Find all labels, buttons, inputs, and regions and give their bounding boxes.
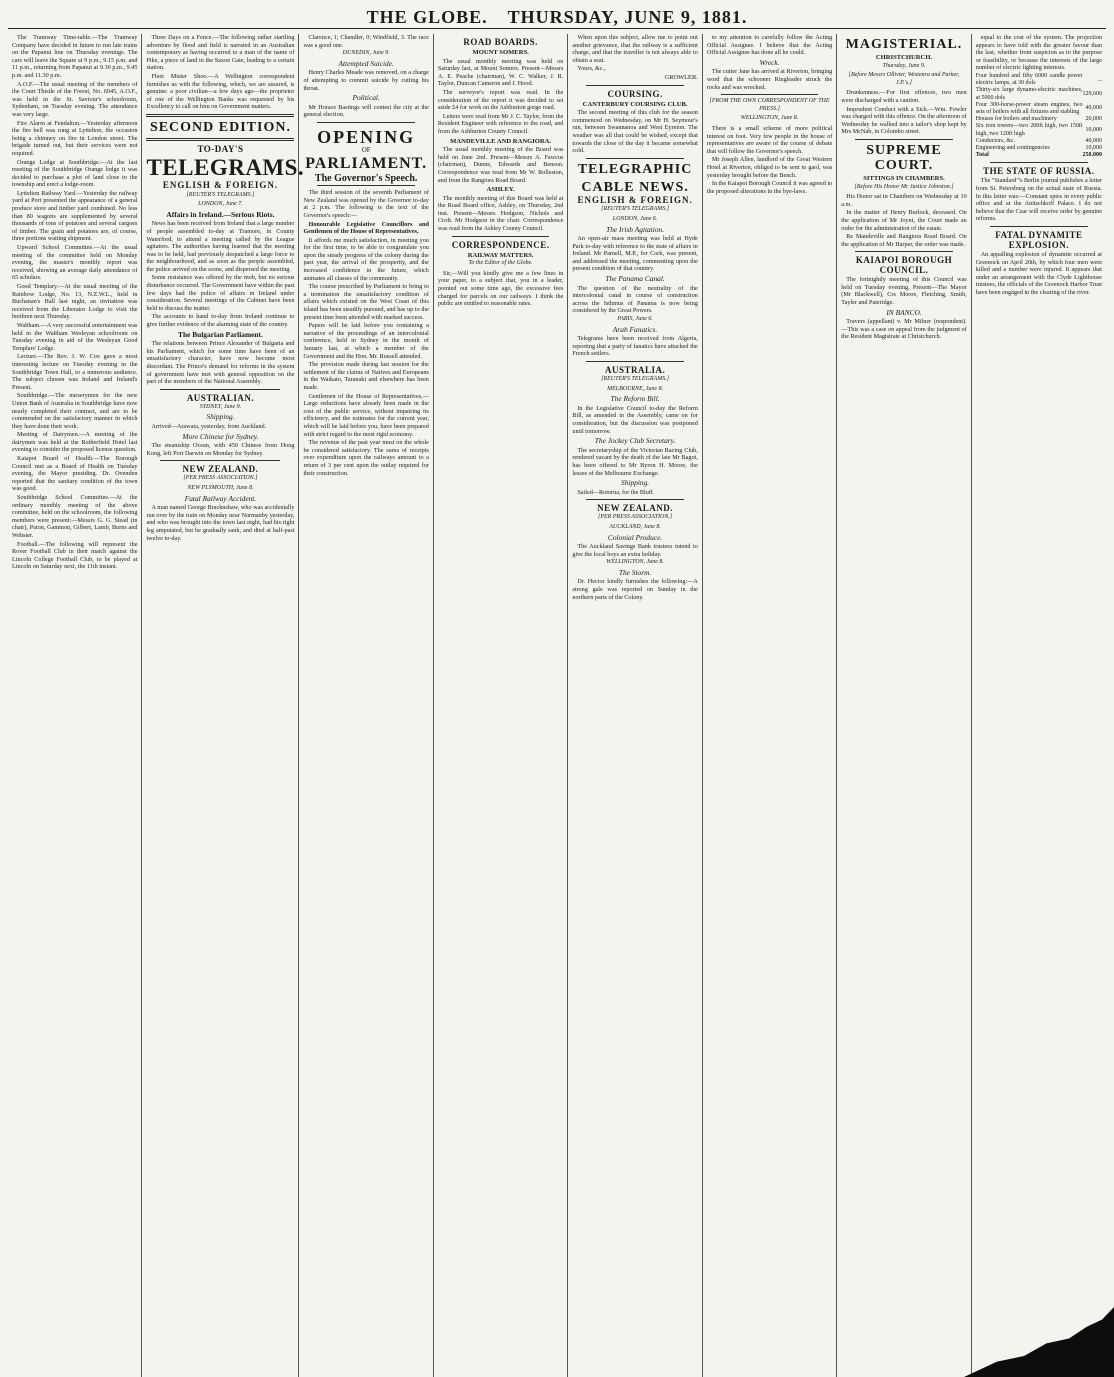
- section-heading: More Chinese for Sydney.: [182, 431, 259, 441]
- paragraph: Henry Charles Meade was removed, on a charge of attempting to commit suicide by cutting his throat.: [303, 69, 429, 92]
- section-heading: RAILWAY MATTERS.: [467, 251, 534, 259]
- dateline: LONDON, June 7.: [198, 201, 243, 208]
- columns: [8, 34, 1106, 1377]
- opening-word: OPENING: [317, 126, 416, 147]
- paragraph: Mr Horace Bastings will contest the city at the general election.: [303, 103, 429, 119]
- section-heading: Shipping.: [621, 478, 650, 488]
- section-heading: Attempted Suicide.: [338, 58, 394, 68]
- paragraph: Mr Joseph Allen, landlord of the Great Western Hotel at Riverton, obliged to be sent to gaol, was yesterday brought before the Bench.: [706, 156, 833, 179]
- section-heading: CANTERBURY COURSING CLUB.: [582, 100, 688, 108]
- paragraph: Kaiapoi Board of Health.—The Borough Council met as a Board of Health on Tuesday evening, the Mayor presiding. Dr. Ovenden reported that the sanitary condition of the town was good.: [12, 455, 138, 493]
- paragraph: The accounts to hand to-day from Ireland continue to give further evidence of the alarming state of the country.: [146, 313, 295, 329]
- table-cell: 40,000: [1085, 105, 1103, 112]
- paragraph: A.O.F.—The usual meeting of the members of the Court Thistle of the Forest, No. 6045, A.O.F., was held in the St. Saviour's schoolroom, Sydenham, on Tuesday evening. The attendance was very large.: [12, 80, 138, 118]
- paragraph: Some resistance was offered by the mob, but no serious disturbance occurred. The Government have within the past few days had the police of affairs in Ireland under consideration. Several meetings of the Cabinet have been held to discuss the matter.: [146, 274, 295, 312]
- paragraph: The second meeting of this club for the season commenced on Wednesday, on Mr H. Seymour's run, between Swannanoa and West Eyreton. The weather was all that could be wished, except that towards the close of the day it became somewhat cold.: [572, 109, 698, 155]
- table-cell: Houses for boilers and machinery: [975, 116, 1057, 123]
- paragraph: Telegrams have been received from Algeria, reporting that a party of fanatics have attacked the French settlers.: [572, 335, 698, 358]
- english-foreign-heading: ENGLISH & FOREIGN.: [162, 179, 279, 190]
- paragraph: There is a small scheme of more political interest on foot. Very few people in the house of representatives are aware of the course of debate that will follow the Governor's speech.: [706, 124, 833, 155]
- road-boards-heading: ROAD BOARDS.: [463, 37, 538, 47]
- paragraph: Sailed—Rotorua, for the Bluff.: [577, 488, 655, 496]
- press-association-credit: [PER PRESS ASSOCIATION.]: [598, 514, 673, 521]
- column-4: [434, 34, 568, 1377]
- paragraph: Travers (appellant) v. Mr Milner (respondent).—This was a case on appeal from the judgment of the Resident Magistrate at Christchurch.: [841, 318, 967, 341]
- kaiapoi-heading: KAIAPOI BOROUGH COUNCIL.: [855, 255, 953, 276]
- section-heading: Shipping.: [206, 412, 235, 422]
- cable-news-heading: CABLE NEWS.: [581, 179, 689, 195]
- bench-note: [Before Messrs Ollivier, Westenra and Parker, J.P.'s.]: [848, 72, 960, 86]
- section-heading: IN BANCO.: [886, 307, 922, 317]
- table-cell: 129,600: [1082, 90, 1103, 97]
- section-heading: The Storm.: [618, 567, 652, 577]
- dateline: PARIS, June 6.: [617, 316, 653, 323]
- divider: [146, 114, 294, 117]
- section-heading: The Panama Canal.: [605, 274, 665, 284]
- section-heading: Affairs in Ireland.—Serious Riots.: [166, 209, 275, 219]
- dateline: Thursday, June 9.: [882, 62, 926, 69]
- paragraph: Fire Alarm at Fendalton.—Yesterday afternoon the fire bell was rung at Lyttelton, the occasion being a chimney on fire in London street. The brigade turned out, but their services were not required.: [12, 119, 138, 157]
- paragraph: Lyttelton Railway Yard.—Yesterday the railway yard at Port presented the appearance of a general produce store and timber yard combined. No less than 80 wagons are supplemented by several thousands of tons of potatoes and several cargoes of timber. The grain and potatoes are, of course, three portions waiting shipment.: [12, 189, 138, 243]
- reuters-credit: [REUTER'S TELEGRAMS.]: [601, 376, 670, 382]
- paragraph: Meeting of Dairymen.—A meeting of the dairymen was held at the Rotherfield Hotel last evening to consider the proposed license question.: [12, 431, 138, 454]
- section-heading: CHRISTCHURCH.: [875, 54, 933, 61]
- reuters-credit: [REUTER'S TELEGRAMS.]: [601, 206, 670, 213]
- section-heading: The Bulgarian Parliament.: [178, 329, 263, 339]
- divider: [855, 139, 952, 140]
- table-cell: Four hundred and fifty 6000 candle power electric lamps, at 30 dols: [975, 72, 1083, 87]
- supreme-court-heading: SUPREME COURT.: [866, 142, 942, 173]
- table-row: [976, 138, 1102, 145]
- correspondence-heading: CORRESPONDENCE.: [451, 239, 550, 250]
- paragraph: Fleet Mister Shoo.—A Wellington correspondent furnishes us with the following, which, we are assured, is genuine: a poor civilian—a few days ago—the proprietor of one of the Wellington Banks was requested by his Excellency to call on him on Government matters.: [146, 72, 295, 111]
- dateline: LONDON, June 6.: [612, 215, 658, 222]
- divider: [586, 499, 683, 500]
- table-row: [976, 123, 1102, 137]
- column-3: [299, 34, 433, 1377]
- section-heading: ASHLEY.: [486, 186, 515, 194]
- paragraph: Drunkenness.—For first offences, two men were discharged with a caution.: [841, 89, 967, 104]
- australia-heading: AUSTRALIA.: [604, 365, 666, 375]
- table-cell: Total: [975, 152, 989, 159]
- reuters-credit: [REUTER'S TELEGRAMS.]: [186, 191, 255, 198]
- section-heading: MANDEVILLE AND RANGIORA.: [450, 137, 552, 145]
- parliament-word: PARLIAMENT.: [305, 154, 428, 172]
- divider: [160, 389, 280, 390]
- of-word: OF: [361, 145, 371, 154]
- paragraph: Clarence, 1; Chandler, 0; Windfield, 3. The race was a good one.: [303, 34, 429, 49]
- table-cell: Six iron towers—two 200ft high, two 150ft high, two 120ft high: [975, 123, 1083, 137]
- paragraph: The relations between Prince Alexander of Bulgaria and his Parliament, which for some time have been of an unsatisfactory character, have now become most discordant. The Prince's demand for reforms in the system of government have met with general opposition on the part of the members of the National Assembly.: [146, 340, 295, 386]
- paragraph: The usual monthly meeting of the Board was held on June 2nd. Present—Messrs A. Fawcus (chairman), Dunne, Edwards and Benson. Correspondence was read from Mr W. Rolleston, and from the Rangiora Road Board.: [437, 146, 564, 184]
- paragraph: The Auckland Savings Bank trustees intend to give the local boys an extra holiday.: [572, 543, 698, 558]
- paragraph: The revenue of the past year must on the whole be considered satisfactory. The sums of receipts over expenditure upon the railways amount to a return of 3 per cent upon the outlay required for their construction.: [303, 439, 429, 477]
- paragraph: The surveyor's report was read. In the consideration of the report it was decided to set aside £4 for work on the Ashburton gorge road.: [437, 88, 564, 112]
- table-row: [976, 145, 1102, 152]
- divider: [452, 236, 549, 237]
- column-7: [837, 34, 971, 1377]
- bench-note: [Before His Honor Mr Justice Johnston.]: [854, 183, 954, 190]
- table-cell: 10,000: [1085, 145, 1103, 151]
- table-cell: 10,000: [1085, 126, 1103, 133]
- masthead-title: THE GLOBE.: [366, 6, 488, 27]
- divider: [586, 85, 683, 86]
- paragraph: In the Legislative Council to-day the Reform Bill, as amended in the Assembly, came on for consideration, but the discussion was postponed until tomorrow.: [572, 404, 698, 435]
- table-cell: Conductors, &c.: [975, 137, 1016, 144]
- paragraph: When upon this subject, allow me to point out another grievance, that the railway is a sufficient charge, and that the traveller is not always able to obtain a seat.: [572, 34, 698, 64]
- paragraph: The secretaryship of the Victorian Racing Club, rendered vacant by the death of the late Mr Bagot, has been offered to Mr Byron H. Moore, the lessee of the Melbourne Exchange.: [572, 446, 698, 477]
- paragraph: The cutter Jane has arrived at Riverton, bringing word that the schooner Ringleader struck the rocks and was wrecked.: [706, 68, 833, 91]
- column-8: [972, 34, 1106, 1377]
- divider: [586, 361, 683, 362]
- correspondent-credit: [FROM THE OWN CORRESPONDENT OF THE PRESS.]: [709, 98, 830, 112]
- paragraph: It affords me much satisfaction, in meeting you for the first time, to be able to congratulate you upon the steady progress of the colony during the past year, the arrival of the prosperity, and the increased confidence in the future, which animates all classes of the community.: [303, 236, 429, 282]
- divider: [317, 185, 414, 186]
- table-cell: ...: [1097, 76, 1103, 83]
- paragraph: His Honor sat in Chambers on Wednesday at 10 a.m.: [841, 193, 967, 208]
- paragraph: An open-air mass meeting was held at Hyde Park to-day with reference to the state of affairs in Ireland. Mr Parnell, M.P., for Cork, was present, and addressed the meeting, commenting upon the present condition of that country.: [572, 235, 698, 273]
- paragraph: News has been received from Ireland that a large number of people assembled to-day at Tramore, in County Waterford, to attend a meeting called by the League agitators. The authorities having learned that the meeting was to be held, had previously despatched a large force to the neighbourhood, and as soon as the people assembled, the police arrived on the scene, and dispersed the meeting.: [146, 220, 295, 273]
- paragraph: to my attention to carefully follow the Acting Official Assignee. I believe that the Acting Official Assignee has done all he could.: [706, 34, 833, 57]
- dynamite-heading: FATAL DYNAMITE EXPLOSION.: [995, 229, 1083, 250]
- paragraph: The usual monthly meeting was held on Saturday last, at Mount Somers. Present—Messrs A. E. Peache (chairman), W. C. Walker, J. R. Taylor, Duncan Cameron and J. Hood.: [437, 57, 564, 88]
- dateline: SYDNEY, June 9.: [199, 403, 242, 410]
- paragraph: The monthly meeting of this Board was held at the Road Board office, Ashley, on Thursday, 2nd inst. Present—Messrs Hodgson, Nichols and Croft. Mr Hodgson in the chair. Correspondence was read from the Ashley County Council.: [437, 194, 564, 233]
- paragraph: Honourable Legislative Councillors and Gentlemen of the House of Representatives,: [303, 220, 429, 236]
- telegraphic-heading: TELEGRAPHIC: [577, 161, 693, 177]
- divider: [990, 162, 1088, 163]
- section-heading: The Reform Bill.: [610, 394, 660, 404]
- dateline: WELLINGTON, June 8.: [740, 115, 799, 122]
- masthead-date: THURSDAY, JUNE 9, 1881.: [507, 6, 748, 27]
- paragraph: The steamship Ocean, with 450 Chinese from Hong Kong, left Port Darwin on Monday for Sydney.: [146, 442, 295, 457]
- paragraph: Gentlemen of the House of Representatives,—Large reductions have already been made in the cost of the public service, without impairing its efficiency, and the estimates for the current year, which will be laid before you, have been prepared with strict regard to the most rigid economy.: [303, 392, 429, 438]
- paragraph: The course prescribed by Parliament to bring to a termination the unsatisfactory condition of affairs which existed on the West Coast of this island has been steadily pursued, and has up to the present time been attended with marked success.: [303, 283, 429, 321]
- paragraph: The provision made during last session for the settlement of the claims of Natives and Europeans in the Waikato, Taranaki and elsewhere has been made.: [303, 361, 429, 391]
- paragraph: Three Days on a Fence.—The following rather startling adventure by flood and field is narrated in an Australian contemporary as having occurred to a man of the name of Pike, a piece of land in the Saxon Gate, leading to a certain station.: [146, 34, 295, 72]
- paragraph: A man named George Bracknshaw, who was accidentally run over by the train on Monday near Normanby yesterday, and who was brought into the town last night, had his right leg amputated, but he gradually sank, and died at half-past twelve to-day.: [146, 504, 295, 542]
- coursing-heading: COURSING.: [607, 88, 663, 99]
- table-cell: 250,000: [1082, 152, 1103, 159]
- dateline: MELBOURNE, June 8.: [607, 385, 664, 392]
- paragraph: Papers will be laid before you containing a narrative of the proceedings of an intercolonial conference, held in Sydney in the month of January last, at which a member of the Government and the Hon. Mr. Russell attended.: [303, 322, 429, 360]
- paragraph: Imprudent Conduct with a Sick.—Wm. Fowler was charged with this offence. On the afternoon of Wednesday he walked into a tailor's shop kept by Mrs McNab, in Colombo street.: [841, 105, 967, 136]
- paragraph: Arrived—Arawata, yesterday, from Auckland.: [151, 422, 267, 430]
- dateline: AUCKLAND, June 8.: [609, 523, 661, 530]
- telegrams-heading: TELEGRAMS.: [146, 154, 305, 180]
- divider: [855, 251, 952, 252]
- paragraph: In the Kaiapoi Borough Council it was agreed to the proposed alterations in the bye-laws.: [706, 180, 833, 195]
- column-6: [703, 34, 837, 1377]
- english-foreign-heading: ENGLISH & FOREIGN.: [577, 194, 693, 205]
- to-editor: To the Editor of the Globe.: [468, 260, 533, 267]
- column-5: [568, 34, 702, 1377]
- magisterial-heading: MAGISTERIAL.: [845, 37, 963, 52]
- section-heading: Political.: [352, 93, 380, 103]
- press-association-credit: [PER PRESS ASSOCIATION.]: [183, 475, 258, 482]
- table-cell: Engineering and contingencies: [975, 145, 1050, 151]
- table-cell: Four 300-horse-power steam engines, two sets of boilers with all fixtures and stabling: [975, 101, 1083, 115]
- paragraph: Re Mandeville and Rangiora Road Board. On the application of Mr Harper, the order was made.: [841, 233, 967, 248]
- divider: [146, 138, 294, 141]
- paragraph: Waltham.—A very successful entertainment was held in the Waltham Wesleyan schoolroom on Tuesday evening in aid of the Wesleyan Good Templars' Lodge.: [12, 321, 138, 352]
- section-heading: MOUNT SOMERS.: [472, 49, 529, 56]
- todays-heading: TO-DAY'S: [197, 143, 244, 154]
- column-1: [8, 34, 142, 1377]
- table-row: [976, 87, 1102, 101]
- new-zealand-heading: NEW ZEALAND.: [182, 464, 259, 475]
- divider: [586, 158, 683, 159]
- speech-heading: The Governor's Speech.: [314, 172, 418, 184]
- table-cell: Thirty-six large dynamo-electric machines, at 5000 dols: [975, 87, 1083, 101]
- column-2: [142, 34, 305, 1377]
- divider: [160, 460, 280, 461]
- paragraph: The question of the neutrality of the intercolonial canal in course of construction across the Isthmus of Panama is now being considered by the Great Powers.: [572, 284, 698, 315]
- section-heading: Colonial Produce.: [607, 532, 663, 542]
- paragraph: Southbridge.—The nurserymen for the new Union Bank of Australia in Southbridge have now nearly completed their contract, and are to be commended on the satisfactory manner in which they have done their work.: [12, 392, 138, 430]
- paragraph: Letters were read from Mr J. C. Taylor, from the Resident Engineer with reference to the road, and from the Ashburton County Council.: [437, 112, 564, 135]
- section-heading: The Irish Agitation.: [606, 224, 665, 234]
- australian-heading: AUSTRALIAN.: [186, 392, 255, 403]
- divider: [721, 94, 818, 95]
- paragraph: Lecture.—The Rev. J. W. Cox gave a most interesting lecture on Tuesday evening in the Southbridge Town Hall, to a numerous audience. The subject chosen was Ireland and Ireland's Present.: [12, 353, 138, 391]
- divider: [990, 226, 1088, 227]
- paragraph: In the matter of Henry Burlock, deceased. On the application of Mr Joynt, the Court made an order for the administration of the estate.: [841, 209, 967, 232]
- masthead: [8, 6, 1106, 29]
- table-row: [976, 73, 1102, 87]
- section-heading: Arab Fanatics.: [612, 324, 658, 334]
- section-heading: Wreck.: [759, 57, 780, 67]
- opening-parliament-heading: [303, 127, 428, 182]
- paragraph: Southbridge School Committee.—At the ordinary monthly meeting of the above committee, held on the schoolroom, the following members were present:—Messrs G. G. Stead (in chair), Paton, Gammon, Gilbert, Lamb, Burns and Webster.: [12, 494, 138, 539]
- second-edition-heading: SECOND EDITION.: [149, 119, 291, 135]
- paragraph: Upward School Committee.—At the usual meeting of the committee held on Monday evening, the master's monthly report was received, showing an average daily attendance of 65 scholars.: [12, 244, 138, 282]
- paragraph: The fortnightly meeting of this Council was held on Tuesday evening. Present—The Mayor (Mr Blackwell), Crs Moore, Fletching, Smith, Tayler and Pateridge.: [841, 276, 967, 307]
- paragraph: The "Standard"'s Berlin journal publishes a letter from St. Petersburg on the actual state of Russia. In this letter was:—Constant spies in every public office and at the Anitschkoff Palace. I do not believe that the Czar will receive order by genuine reforms.: [975, 177, 1103, 223]
- russia-heading: THE STATE OF RUSSIA.: [983, 166, 1095, 177]
- section-heading: The Jockey Club Secretary.: [594, 436, 676, 446]
- paragraph: Good Templary.—At the usual meeting of the Rainbow Lodge, No. 13, N.Z.W.L., held in Buchanan's Hall last night, an invitation was received from the Liberator Lodge to visit the brethren next Thursday.: [12, 283, 138, 321]
- table-row: [976, 102, 1102, 116]
- section-heading: Fatal Railway Accident.: [184, 493, 257, 503]
- paragraph: equal to the cost of the system. The projection appears to have told with the greater favour than the last, whether from suspicion as to the purpose or feasibility, or because the interests of the large number of electric lighting interests.: [975, 34, 1103, 72]
- cost-table: [976, 73, 1102, 159]
- paragraph: Orange Lodge at Southbridge.—At the last meeting of the Southbridge Orange lodge it was decided to purchase a plot of land close to the township and erect a lodge-room.: [12, 158, 138, 189]
- paragraph: Dr. Hector kindly furnishes the following:—A strong gale was reported on Sunday in the northern parts of the Colony.: [572, 578, 698, 601]
- paragraph: Football.—The following will represent the Rover Football Club in their match against the Lincoln College Football Club, to be played at Lincoln on Saturday next, the 11th instant.: [12, 540, 138, 571]
- divider: [317, 122, 414, 123]
- table-total-row: [976, 152, 1102, 159]
- section-heading: SITTINGS IN CHAMBERS.: [863, 174, 945, 182]
- dateline: WELLINGTON, June 8.: [606, 559, 664, 566]
- new-zealand-heading: NEW ZEALAND.: [597, 503, 674, 514]
- table-cell: 40,000: [1085, 137, 1103, 144]
- paragraph: Sir,—Will you kindly give me a few lines in your paper, to a subject that, you in a leader, pointed out some time ago, the excessive fees charged for parcels on our railways. I think the public are entitled to reasonable rates.: [437, 269, 564, 308]
- paragraph: The Tramway Time-table.—The Tramway Company have decided in future to run late trains on the Papanui line on Thursday evenings. The cars will leave the Square at 9 p.m., 9.15 p.m. and 11 p.m., returning from Papanui at 9.30 p.m., 9.45 p.m. and 11.30 p.m.: [12, 34, 138, 79]
- table-cell: 20,000: [1085, 116, 1103, 123]
- paragraph: An appalling explosion of dynamite occurred at Greenock on April 20th, by which four men were killed and a number were injured. It appears that under an arrangement with the Clyde Lighthouse trustees, the officials of the Greenock Harbor Trust have been engaged in the clearing of the river.: [975, 250, 1103, 296]
- dateline: NEW PLYMOUTH, June 8.: [187, 484, 254, 491]
- paragraph: Yours, &c.,: [577, 65, 606, 73]
- signature: GROWLER.: [664, 73, 698, 81]
- paragraph: The third session of the seventh Parliament of New Zealand was opened by the Governor to-day at 2 p.m. The following is the text of the Governor's speech:—: [303, 189, 429, 219]
- dateline: DUNEDIN, June 9.: [342, 50, 390, 57]
